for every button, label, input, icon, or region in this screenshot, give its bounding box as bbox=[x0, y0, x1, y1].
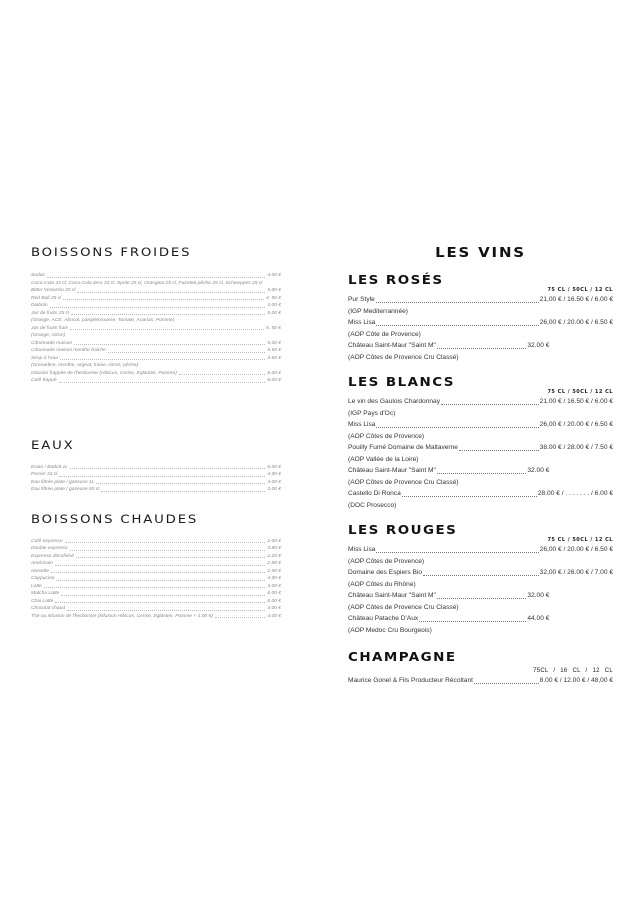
item-name: Domaine des Espiers Bio bbox=[348, 569, 423, 576]
item-name: Expresso décaféiné bbox=[31, 553, 74, 559]
dot-leader bbox=[179, 373, 266, 375]
section-title-boissons-chaudes: BOISSONS CHAUDES bbox=[31, 511, 199, 526]
item-name: Perrier 33 cl bbox=[31, 472, 58, 477]
item-price: 2.20 € bbox=[267, 553, 281, 559]
menu-item-row bbox=[31, 287, 281, 295]
champagne-size-header: 75CL / 16 CL / 12 CL bbox=[533, 668, 613, 674]
rouges-size-header: 75 CL / 50CL / 12 CL bbox=[547, 537, 613, 543]
item-price: 2.80 € bbox=[267, 561, 281, 566]
item-name: Le vin des Gaulois Chardonnay bbox=[348, 398, 441, 405]
menu-item-row bbox=[31, 464, 281, 472]
item-name: Château Saint-Maur "Saint M" bbox=[348, 467, 436, 474]
item-price: 6.00 € bbox=[267, 598, 281, 604]
champagne-list bbox=[348, 675, 613, 687]
dot-leader bbox=[376, 426, 538, 428]
menu-item-row bbox=[31, 347, 281, 355]
menu-item-row bbox=[31, 486, 281, 494]
dot-leader bbox=[56, 579, 265, 581]
eaux-list bbox=[31, 464, 281, 494]
dot-leader bbox=[67, 609, 265, 611]
item-name: Miss Lisa bbox=[348, 546, 376, 553]
dot-leader bbox=[70, 467, 265, 469]
item-name: Américain bbox=[31, 561, 53, 566]
item-note: (AOP Côtes de Provence) bbox=[348, 432, 425, 440]
dot-leader bbox=[101, 490, 265, 492]
item-price: 2.00 € bbox=[267, 538, 281, 544]
menu-item-row bbox=[31, 545, 281, 553]
item-price: 6.00 € bbox=[267, 378, 281, 383]
dot-leader bbox=[71, 313, 265, 315]
item-note: (AOP Côtes de Provence Cru Classé) bbox=[348, 353, 459, 361]
item-price: 26,00 € / 20.00 € / 6.50 € bbox=[539, 546, 613, 553]
item-name: Bitter Venezzio 20 cl bbox=[31, 288, 76, 293]
item-name: Diabolo bbox=[31, 303, 48, 308]
dot-leader bbox=[402, 495, 537, 497]
item-price: 21,00 € / 16.50 € / 6.00 € bbox=[539, 398, 613, 405]
item-price: 4.00 € bbox=[267, 472, 281, 477]
item-name: Chocolat chaud bbox=[31, 606, 65, 611]
menu-item-row bbox=[31, 553, 281, 561]
item-note: (Orange, citron) bbox=[31, 333, 66, 338]
item-price: 4.00 € bbox=[267, 303, 281, 308]
item-note: (AOP Côtes de Provence Cru Classé) bbox=[348, 478, 459, 486]
item-name: Eau filtrée plate / gazeuse 1L bbox=[31, 479, 95, 485]
item-note: (IGP Pays d'Oc) bbox=[348, 409, 396, 417]
item-price: 5.00 € bbox=[267, 288, 281, 293]
dot-leader bbox=[44, 586, 266, 588]
item-price: 8.00 € / 12.00 € / 48,00 € bbox=[539, 677, 613, 684]
item-price: 3.80 € bbox=[267, 546, 281, 551]
dot-leader bbox=[376, 551, 538, 553]
wines-title: LES VINS bbox=[435, 246, 526, 261]
dot-leader bbox=[74, 343, 265, 345]
item-name: Latte bbox=[31, 583, 42, 589]
menu-item-row bbox=[348, 340, 549, 352]
dot-leader bbox=[59, 475, 265, 477]
dot-leader bbox=[437, 347, 527, 349]
item-name: Miss Lisa bbox=[348, 319, 376, 326]
menu-item-row bbox=[31, 568, 281, 576]
item-name: Pur Style bbox=[348, 296, 375, 303]
item-name: Château Saint-Maur "Saint M" bbox=[348, 342, 436, 349]
item-name: Sodas bbox=[31, 273, 45, 278]
item-note: (AOP Côtes de Provence) bbox=[348, 557, 425, 565]
item-price: 4.00 € bbox=[267, 583, 281, 589]
section-title-eaux: EAUX bbox=[31, 437, 75, 452]
item-note: (DOC Prosecco) bbox=[348, 501, 397, 509]
dot-leader bbox=[55, 601, 265, 603]
item-note: (AOP Côtes du Rhône) bbox=[348, 580, 416, 588]
item-name: Infusion frappée de l'herboriste (Hibicus, Cerise, Eglantier, Pomme) bbox=[31, 370, 177, 376]
menu-item-row bbox=[31, 325, 281, 333]
item-price: 5.00 € bbox=[267, 310, 281, 316]
menu-item-row bbox=[31, 560, 281, 568]
blancs-list bbox=[348, 396, 613, 511]
item-price: 28.00 € / . . . . . . . / 6.00 € bbox=[537, 490, 613, 497]
menu-item-row bbox=[31, 598, 281, 606]
item-price: 4. 90 € bbox=[266, 295, 281, 301]
item-price: 38.00 € / 28.00 € / 7.50 € bbox=[539, 444, 613, 451]
dot-leader bbox=[459, 449, 539, 451]
item-note: (Grenadine, menthe, orgeat, fraise, citron, pêche) bbox=[31, 363, 139, 368]
item-note: (AOP Medoc Cru Bourgeois) bbox=[348, 626, 432, 634]
menu-item-row bbox=[31, 355, 281, 363]
item-price: 4.00 € bbox=[267, 576, 281, 581]
roses-size-header: 75 CL / 50CL / 12 CL bbox=[547, 287, 613, 293]
dot-leader bbox=[47, 276, 266, 278]
menu-item-row bbox=[31, 613, 281, 621]
item-name: Maurice Gonel & Fils Producteur Récoltant bbox=[348, 677, 473, 684]
item-name: Noisette bbox=[31, 568, 49, 574]
item-note: (AOP Vallée de la Loire) bbox=[348, 455, 419, 463]
dot-leader bbox=[108, 351, 266, 353]
item-name: Matcha Latte bbox=[31, 591, 60, 596]
item-name: Jus de fruits frais bbox=[31, 325, 68, 331]
dot-leader bbox=[65, 541, 266, 543]
item-name: Pouilly Fumé Domaine de Maltaverne bbox=[348, 444, 458, 451]
item-name: Sirop à l'eau bbox=[31, 355, 59, 361]
item-price: 32,00 € / 26.00 € / 7.00 € bbox=[539, 569, 613, 576]
item-name: Eau filtrée plate / gazeuse 50 cl bbox=[31, 487, 100, 492]
dot-leader bbox=[63, 298, 264, 300]
section-title-rouges: LES ROUGES bbox=[348, 523, 458, 537]
item-name: Citronnade maison menthe fraiche bbox=[31, 348, 106, 353]
menu-item-row bbox=[31, 302, 281, 310]
item-price: 3.00 € bbox=[267, 487, 281, 492]
drinks-column bbox=[31, 245, 281, 620]
menu-item-row bbox=[31, 370, 281, 378]
menu-item-row bbox=[348, 567, 613, 579]
dot-leader bbox=[441, 403, 539, 405]
item-price: 21,00 € / 16.50 € / 6.00 € bbox=[539, 296, 613, 303]
dot-leader bbox=[376, 301, 539, 303]
item-price: 32.00 € bbox=[527, 342, 550, 349]
menu-item-row bbox=[348, 465, 549, 477]
menu-item-row bbox=[348, 419, 613, 431]
menu-item-row bbox=[31, 310, 281, 318]
menu-item-row bbox=[31, 575, 281, 583]
dot-leader bbox=[437, 597, 527, 599]
item-name: Cappucino bbox=[31, 576, 55, 581]
dot-leader bbox=[70, 549, 266, 551]
menu-item-row bbox=[31, 590, 281, 598]
item-price: 2.50 € bbox=[267, 568, 281, 574]
item-price: 26,00 € / 20.00 € / 6.50 € bbox=[539, 319, 613, 326]
roses-list bbox=[348, 294, 613, 363]
item-price: 4.00 € bbox=[267, 273, 281, 278]
item-price: 5. 50 € bbox=[266, 325, 281, 331]
menu-item-row bbox=[31, 479, 281, 487]
item-note: Coca-Cola 33 cl, Coca-Cola zero 33 cl, Sprite 25 cl, Orangina 25 cl, Fuzetea pêche 25 cl, Schweppes 25 cl bbox=[31, 280, 263, 286]
item-price: 3.50 € bbox=[267, 355, 281, 361]
dot-leader bbox=[55, 564, 266, 566]
menu-item-row bbox=[31, 583, 281, 591]
menu-item-row bbox=[348, 442, 613, 454]
section-title-boissons-froides: BOISSONS FROIDES bbox=[31, 245, 192, 259]
dot-leader bbox=[76, 556, 265, 558]
dot-leader bbox=[215, 616, 266, 618]
wines-column bbox=[348, 246, 613, 687]
item-price: 6.00 € bbox=[267, 464, 281, 470]
item-name: Jus de fruits 25 cl bbox=[31, 310, 70, 316]
dot-leader bbox=[50, 306, 266, 308]
dot-leader bbox=[423, 574, 539, 576]
item-price: 26,00 € / 20.00 € / 6.50 € bbox=[539, 421, 613, 428]
dot-leader bbox=[61, 594, 265, 596]
dot-leader bbox=[474, 682, 539, 684]
menu-item-row bbox=[31, 272, 281, 280]
section-title-blancs: LES BLANCS bbox=[348, 375, 455, 389]
item-name: Chai Latte bbox=[31, 598, 54, 604]
item-name: Château Saint-Maur "Saint M" bbox=[348, 592, 436, 599]
menu-item-row bbox=[348, 294, 613, 306]
item-name: Thé ou infusion de l'herboriste (Infusion Hibicus, Cerise, Eglantier, Pomme + 1.00 €) bbox=[31, 613, 213, 619]
item-price: 4.00 € bbox=[267, 613, 281, 619]
boissons-froides-list bbox=[31, 272, 281, 385]
item-name: Café frappé bbox=[31, 378, 57, 383]
menu-item-row bbox=[348, 317, 613, 329]
item-price: 44.00 € bbox=[527, 615, 550, 622]
item-price: 32.00 € bbox=[527, 467, 550, 474]
dot-leader bbox=[96, 482, 265, 484]
dot-leader bbox=[70, 328, 264, 330]
item-price: 32.00 € bbox=[527, 592, 550, 599]
item-note: (Orange, ACE, Abricot, pamplemousse, Tomate, Ananas, Pomme) bbox=[31, 318, 175, 323]
menu-item-row bbox=[31, 605, 281, 613]
item-name: Double expresso bbox=[31, 546, 68, 551]
dot-leader bbox=[419, 620, 526, 622]
item-name: Castello Di Ronca bbox=[348, 490, 401, 497]
item-name: Café expresso bbox=[31, 538, 63, 544]
menu-item-row bbox=[31, 377, 281, 385]
item-price: 6.00 € bbox=[267, 370, 281, 376]
item-name: Red Bull 25 cl bbox=[31, 295, 62, 301]
section-title-champagne: CHAMPAGNE bbox=[348, 650, 457, 664]
item-note: (AOP Côtes de Provence Cru Classé) bbox=[348, 603, 459, 611]
rouges-list bbox=[348, 544, 613, 636]
item-name: Miss Lisa bbox=[348, 421, 376, 428]
item-note: (AOP Côte de Provence) bbox=[348, 330, 421, 338]
dot-leader bbox=[51, 571, 265, 573]
menu-item-row bbox=[31, 340, 281, 348]
item-name: Château Patache D'Aux bbox=[348, 615, 419, 622]
item-name: Evian / Badoit 1L bbox=[31, 464, 68, 470]
menu-item-row bbox=[31, 295, 281, 303]
item-name: Citronnade maison bbox=[31, 340, 73, 346]
dot-leader bbox=[59, 381, 266, 383]
menu-item-row bbox=[348, 675, 613, 687]
boissons-chaudes-list bbox=[31, 538, 281, 621]
section-title-roses: LES ROSÉS bbox=[348, 273, 444, 287]
item-price: 4.00 € bbox=[267, 479, 281, 485]
menu-item-row bbox=[348, 590, 549, 602]
item-price: 5.50 € bbox=[267, 348, 281, 353]
menu-item-row bbox=[348, 396, 613, 408]
menu-item-row bbox=[31, 471, 281, 479]
dot-leader bbox=[437, 472, 527, 474]
item-price: 6.00 € bbox=[267, 591, 281, 596]
item-note: (IGP Mediterrannée) bbox=[348, 307, 408, 315]
menu-item-row bbox=[348, 488, 613, 500]
menu-item-row bbox=[31, 538, 281, 546]
dot-leader bbox=[376, 324, 538, 326]
menu-item-row bbox=[348, 544, 613, 556]
blancs-size-header: 75 CL / 50CL / 12 CL bbox=[547, 389, 613, 395]
item-price: 4.00 € bbox=[267, 606, 281, 611]
menu-item-row bbox=[348, 613, 549, 625]
dot-leader bbox=[77, 291, 265, 293]
item-price: 5.00 € bbox=[267, 340, 281, 346]
dot-leader bbox=[60, 358, 265, 360]
